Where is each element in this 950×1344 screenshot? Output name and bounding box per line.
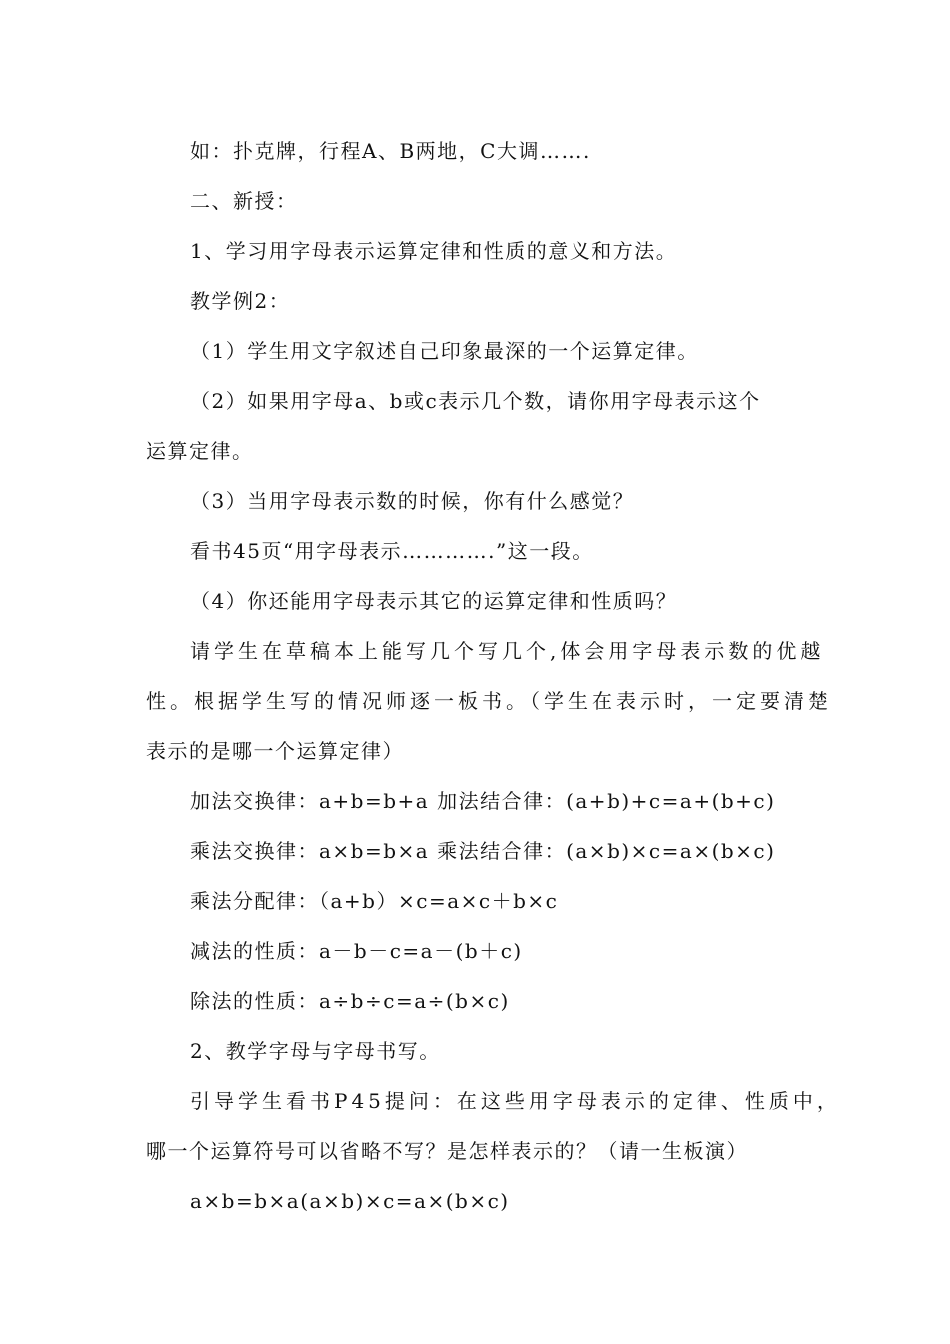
- formula-addition: 加法交换律：a+b=b+a 加法结合律：(a+b)+c=a+(b+c): [190, 789, 776, 813]
- guide-line-2: 哪一个运算符号可以省略不写？是怎样表示的？（请一生板演）: [146, 1139, 748, 1163]
- paragraph-line-2: 性。根据学生写的情况师逐一板书。（学生在表示时，一定要清楚: [146, 689, 832, 713]
- step-4: （4）你还能用字母表示其它的运算定律和性质吗？: [190, 589, 678, 613]
- step-2-line-2: 运算定律。: [146, 439, 254, 463]
- paragraph-line-1: 请学生在草稿本上能写几个写几个,体会用字母表示数的优越: [190, 639, 825, 663]
- subsection-heading-2: 2、教学字母与字母书写。: [190, 1039, 441, 1063]
- formula-subtraction: 减法的性质：a－b－c=a－(b＋c): [190, 939, 523, 963]
- section-heading: 二、新授：: [190, 189, 298, 213]
- step-2-line-1: （2）如果用字母a、b或c表示几个数，请你用字母表示这个: [190, 389, 761, 413]
- book-reference: 看书45页“用字母表示………….”这一段。: [190, 539, 594, 563]
- guide-line-1: 引导学生看书P45提问：在这些用字母表示的定律、性质中，: [190, 1089, 841, 1113]
- formula-division: 除法的性质：a÷b÷c=a÷(b×c): [190, 989, 510, 1013]
- formula-multiplication: 乘法交换律：a×b=b×a 乘法结合律：(a×b)×c=a×(b×c): [190, 839, 776, 863]
- step-3: （3）当用字母表示数的时候，你有什么感觉？: [190, 489, 635, 513]
- subsection-heading: 1、学习用字母表示运算定律和性质的意义和方法。: [190, 239, 678, 263]
- example-heading: 教学例2：: [190, 289, 291, 313]
- formula-distributive: 乘法分配律：（a+b）×c=a×c＋b×c: [190, 889, 559, 913]
- example-line: 如：扑克牌，行程A、B两地，C大调…….: [190, 139, 591, 163]
- paragraph-line-3: 表示的是哪一个运算定律）: [146, 739, 404, 763]
- step-1: （1）学生用文字叙述自己印象最深的一个运算定律。: [190, 339, 699, 363]
- formula-board: a×b=b×a(a×b)×c=a×(b×c): [190, 1189, 510, 1213]
